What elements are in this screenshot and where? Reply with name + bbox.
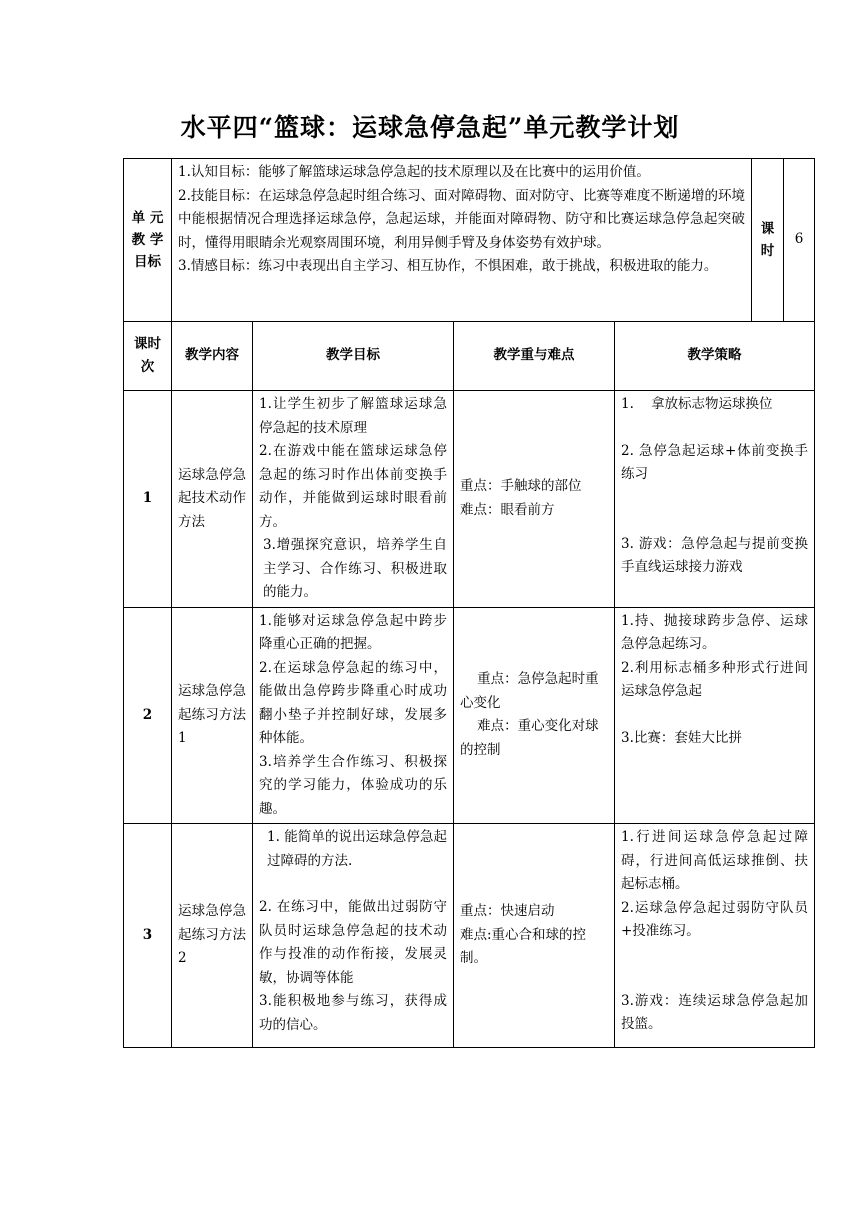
table-row bbox=[124, 391, 815, 608]
key-point: 重点：急停急起时重心变化 bbox=[460, 671, 599, 711]
lesson-key-points bbox=[454, 391, 615, 608]
skill-goal: 2.技能目标：在运球急停急起时组合练习、面对障碍物、面对防守、比赛等难度不断递增的环境中能根据情况合理选择运球急停，急起运球，并能面对障碍物、防守和比赛运球急停急起突破时，懂得用眼睛余光观察周围环境，利用异侧手臂及身体姿势有效护球。 bbox=[178, 187, 745, 251]
lesson-content: 运球急停急起技术动作方法 bbox=[172, 391, 253, 608]
strategy-gap bbox=[621, 704, 808, 727]
key-point: 难点：眼看前方 bbox=[460, 501, 555, 518]
header-lesson-line: 次 bbox=[140, 359, 155, 375]
strategy-item: 3.游戏：连续运球急停急起加投篮。 bbox=[621, 992, 808, 1032]
emotion-goal: 3.情感目标：练习中表现出自主学习、相互协作，不惧困难，敢于挑战，积极进取的能力。 bbox=[178, 258, 718, 274]
page-title: 水平四“篮球：运球急停急起”单元教学计划 bbox=[180, 113, 680, 142]
hours-label bbox=[752, 159, 784, 322]
strategy-item: 2.运球急停急起过弱防守队员+投准练习。 bbox=[621, 899, 808, 939]
header-goal: 教学目标 bbox=[253, 322, 454, 391]
unit-goal-label-line: 单 元 bbox=[131, 210, 164, 226]
strategy-gap bbox=[621, 417, 808, 440]
goal-item: 2.在运球急停急起的练习中，能做出急停跨步降重心时成功翻小垫子并控制好球，发展多种体能。 bbox=[259, 659, 447, 746]
header-content: 教学内容 bbox=[172, 322, 253, 391]
hours-label-line: 课 bbox=[760, 221, 775, 237]
lesson-strategy bbox=[615, 391, 815, 608]
strategy-item: 3.比赛：套娃大比拼 bbox=[621, 729, 742, 746]
lesson-key-points bbox=[454, 607, 615, 824]
key-point: 难点：重心变化对球的控制 bbox=[460, 718, 599, 758]
lesson-table bbox=[123, 321, 815, 1048]
strategy-item: 3. 游戏：急停急起与提前变换手直线运球接力游戏 bbox=[621, 535, 808, 575]
unit-goal-label-line: 目标 bbox=[134, 254, 161, 270]
unit-goal-table bbox=[123, 158, 815, 322]
lesson-key-points bbox=[454, 824, 615, 1048]
header-key: 教学重与难点 bbox=[454, 322, 615, 391]
strategy-gap bbox=[621, 944, 808, 967]
goal-item: 1.让学生初步了解篮球运球急停急起的技术原理 bbox=[259, 396, 447, 436]
unit-goal-text bbox=[172, 159, 752, 322]
lesson-number: 3 bbox=[124, 824, 172, 1048]
lesson-strategy bbox=[615, 824, 815, 1048]
table-row bbox=[124, 607, 815, 824]
strategy-item: 2.利用标志桶多种形式行进间运球急停急起 bbox=[621, 659, 808, 699]
header-strategy: 教学策略 bbox=[615, 322, 815, 391]
lesson-content: 运球急停急起练习方法 1 bbox=[172, 607, 253, 824]
header-lesson-line: 课时 bbox=[134, 335, 161, 352]
lesson-goals bbox=[253, 824, 454, 1048]
cognitive-goal: 1.认知目标：能够了解篮球运球急停急起的技术原理以及在比赛中的运用价值。 bbox=[178, 164, 650, 180]
goal-gap bbox=[259, 873, 447, 896]
key-point: 重点：手触球的部位 bbox=[460, 478, 582, 495]
lesson-strategy bbox=[615, 607, 815, 824]
lesson-number: 1 bbox=[124, 391, 172, 608]
strategy-item: 1.行进间运球急停急起过障碍，行进间高低运球推倒、扶起标志桶。 bbox=[621, 829, 808, 892]
goal-item: 1.能够对运球急停急起中跨步降重心正确的把握。 bbox=[259, 612, 447, 652]
goal-item: 2.在游戏中能在篮球运球急停急起的练习时作出体前变换手动作，并能做到运球时眼看前方。 bbox=[259, 443, 447, 530]
table-header-row bbox=[124, 322, 815, 391]
lesson-number: 2 bbox=[124, 607, 172, 824]
header-lesson bbox=[124, 322, 172, 391]
goal-item: 2. 在练习中，能做出过弱防守队员时运球急停急起的技术动作与投准的动作衔接，发展灵敏，协调等体能 bbox=[259, 899, 447, 986]
goal-item: 3.能积极地参与练习，获得成功的信心。 bbox=[259, 993, 447, 1033]
table-row bbox=[124, 824, 815, 1048]
lesson-goals bbox=[253, 607, 454, 824]
goal-item: 3.增强探究意识，培养学生自主学习、合作练习、积极进取的能力。 bbox=[263, 537, 447, 600]
lesson-goals bbox=[253, 391, 454, 608]
strategy-gap bbox=[621, 487, 808, 510]
strategy-item: 2. 急停急起运球+体前变换手练习 bbox=[621, 442, 808, 482]
strategy-item: 1.持、抛接球跨步急停、运球急停急起练习。 bbox=[621, 612, 808, 652]
hours-label-line: 时 bbox=[760, 243, 775, 259]
lesson-content: 运球急停急起练习方法 2 bbox=[172, 824, 253, 1048]
unit-goal-label-line: 教 学 bbox=[131, 232, 164, 248]
key-point: 难点:重心合和球的控制。 bbox=[460, 926, 587, 967]
goal-item: 3.培养学生合作练习、积极探究的学习能力，体验成功的乐趣。 bbox=[259, 753, 447, 817]
unit-goal-label bbox=[124, 159, 172, 322]
strategy-gap bbox=[621, 510, 808, 533]
goal-item: 1. 能简单的说出运球急停急起过障碍的方法. bbox=[267, 829, 447, 869]
strategy-item: 1. 拿放标志物运球换位 bbox=[621, 396, 773, 412]
strategy-gap bbox=[621, 967, 808, 990]
hours-value: 6 bbox=[784, 159, 815, 322]
key-point: 重点：快速启动 bbox=[460, 903, 555, 920]
